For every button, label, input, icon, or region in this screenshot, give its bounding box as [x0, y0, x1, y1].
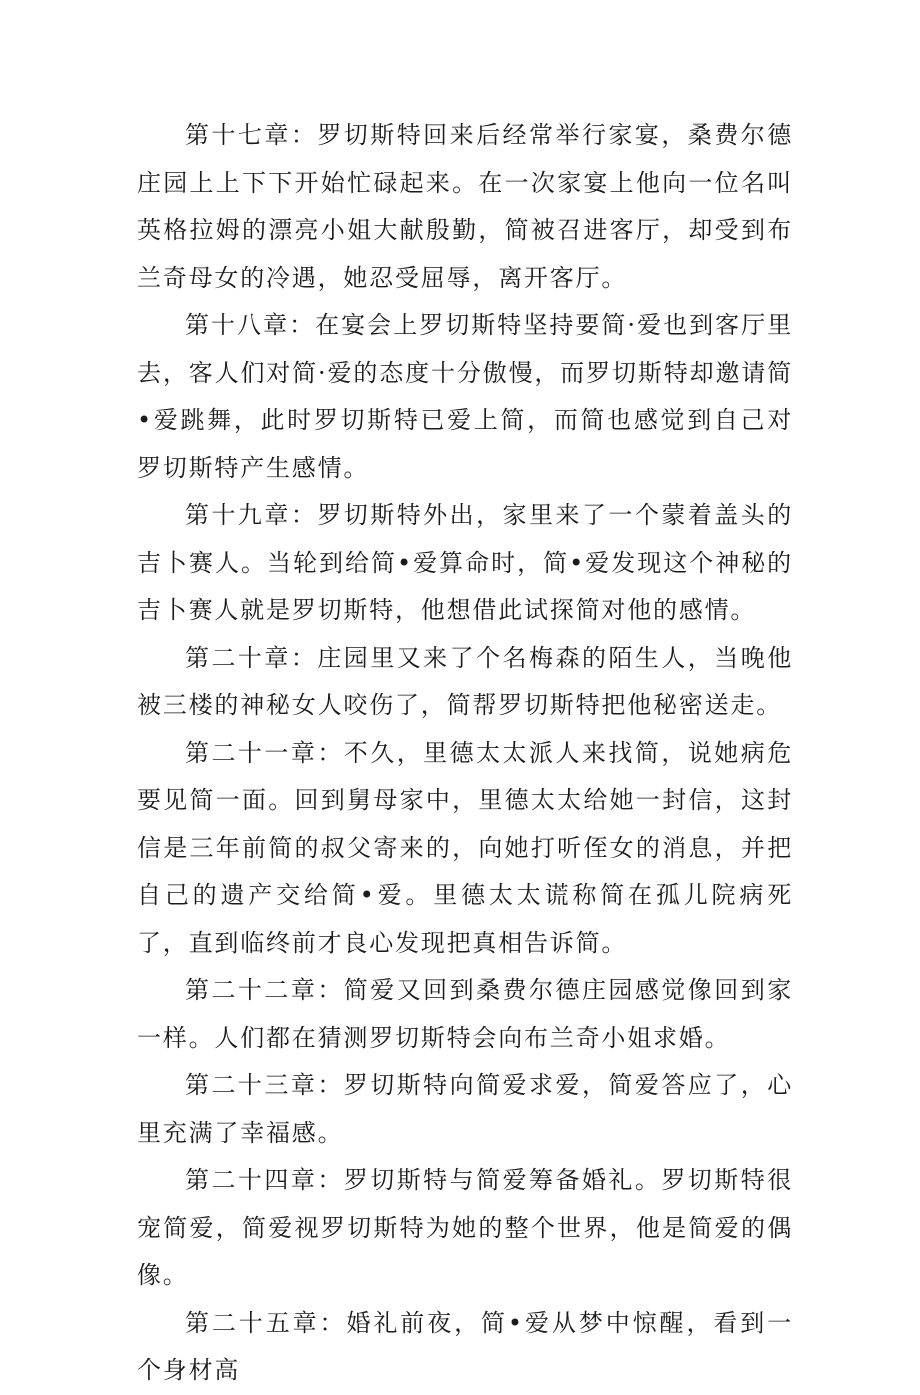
paragraph-chapter-18: 第十八章：在宴会上罗切斯特坚持要简·爱也到客厅里去，客人们对简·爱的态度十分傲慢，而罗切斯特却邀请简•爱跳舞，此时罗切斯特已爱上简，而简也感觉到自己对罗切斯特产生感情。	[137, 311, 793, 482]
paragraph-chapter-24: 第二十四章：罗切斯特与简爱筹备婚礼。罗切斯特很宠简爱，简爱视罗切斯特为她的整个世界，他是简爱的偶像。	[137, 1166, 793, 1289]
document-body	[137, 112, 793, 1395]
paragraph-chapter-19: 第十九章：罗切斯特外出，家里来了一个蒙着盖头的吉卜赛人。当轮到给简•爱算命时，简•爱发现这个神秘的吉卜赛人就是罗切斯特，他想借此试探简对他的感情。	[137, 501, 793, 624]
paragraph-chapter-23: 第二十三章：罗切斯特向简爱求爱，简爱答应了，心里充满了幸福感。	[137, 1071, 793, 1147]
paragraph-chapter-22: 第二十二章：简爱又回到桑费尔德庄园感觉像回到家一样。人们都在猜测罗切斯特会向布兰奇小姐求婚。	[137, 976, 793, 1052]
paragraph-chapter-21: 第二十一章：不久，里德太太派人来找简，说她病危要见简一面。回到舅母家中，里德太太给她一封信，这封信是三年前简的叔父寄来的，向她打听侄女的消息，并把自己的遗产交给简•爱。里德太太谎称简在孤儿院病死了，直到临终前才良心发现把真相告诉简。	[137, 738, 793, 957]
paragraph-chapter-25: 第二十五章：婚礼前夜，简•爱从梦中惊醒，看到一个身材高	[137, 1308, 793, 1384]
paragraph-chapter-17: 第十七章：罗切斯特回来后经常举行家宴，桑费尔德庄园上上下下开始忙碌起来。在一次家宴上他向一位名叫英格拉姆的漂亮小姐大献殷勤，简被召进客厅，却受到布兰奇母女的冷遇，她忍受屈辱，离开客厅。	[137, 121, 793, 292]
paragraph-chapter-20: 第二十章：庄园里又来了个名梅森的陌生人，当晚他被三楼的神秘女人咬伤了，简帮罗切斯特把他秘密送走。	[137, 643, 793, 719]
